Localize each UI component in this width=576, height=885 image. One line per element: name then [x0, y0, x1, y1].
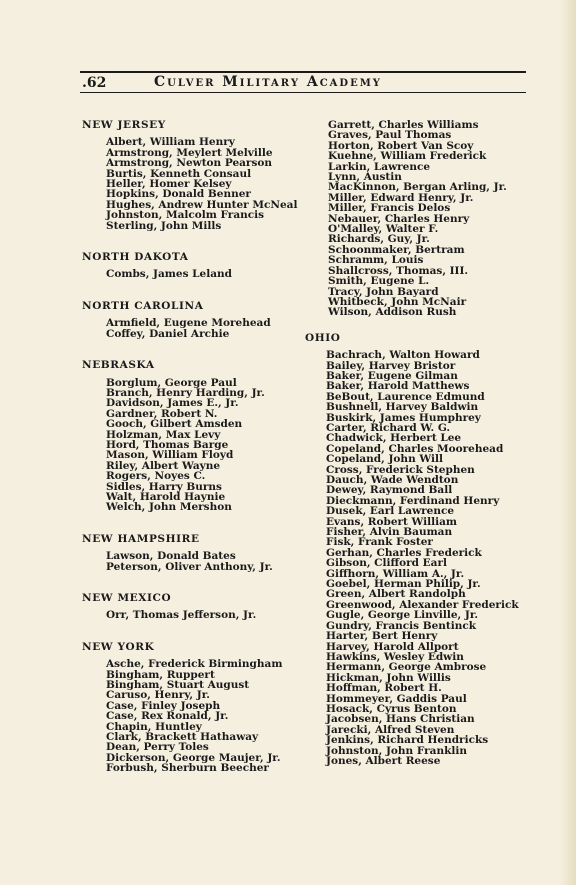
student-name: Schramm, Louis	[328, 254, 424, 267]
name-list	[82, 610, 302, 620]
student-name: BeBout, Laurence Edmund	[326, 390, 485, 403]
student-name: Dean, Perry Toles	[106, 741, 209, 754]
student-name: Johnston, Malcolm Francis	[106, 209, 265, 222]
student-name: Evans, Robert William	[326, 515, 458, 528]
student-name: Larkin, Lawrence	[328, 160, 431, 173]
student-name: Schoonmaker, Bertram	[328, 243, 465, 256]
student-name: Armstrong, Newton Pearson	[106, 157, 273, 170]
student-name: Dickerson, George Maujer, Jr.	[106, 751, 281, 764]
student-name: Asche, Frederick Birmingham	[106, 658, 283, 671]
student-name: Orr, Thomas Jefferson, Jr.	[106, 609, 257, 622]
student-name: Cross, Frederick Stephen	[326, 463, 475, 476]
state-section	[82, 301, 302, 339]
student-name: Hopkins, Donald Benner	[106, 188, 251, 201]
student-name: Copeland, John Will	[326, 453, 443, 466]
student-name: Greenwood, Alexander Frederick	[326, 598, 519, 611]
student-name: Peterson, Oliver Anthony, Jr.	[106, 560, 273, 573]
student-name: Baker, Harold Matthews	[326, 380, 470, 393]
state-section	[82, 534, 302, 572]
student-name: Burtis, Kenneth Consaul	[106, 167, 252, 180]
student-name: O'Malley, Walter F.	[328, 223, 439, 236]
student-name: Welch, John Mershon	[106, 501, 232, 514]
student-name: Hermann, George Ambrose	[326, 661, 487, 674]
student-name: Shallcross, Thomas, III.	[328, 264, 469, 277]
student-name: Gugle, George Linville, Jr.	[326, 609, 479, 622]
state-section	[82, 642, 302, 774]
student-name: Dauch, Wade Wendton	[326, 474, 459, 486]
student-name: Bingham, Stuart August	[106, 679, 250, 692]
student-name: Hoffman, Robert H.	[326, 682, 442, 695]
state-section	[82, 360, 302, 513]
student-name: Garrett, Charles Williams	[328, 119, 479, 131]
page-number: .62	[82, 75, 107, 91]
student-name: Bachrach, Walton Howard	[326, 349, 480, 362]
student-name: Nebauer, Charles Henry	[328, 212, 470, 225]
state-heading: NORTH CAROLINA	[82, 299, 204, 312]
student-name: Dieckmann, Ferdinand Henry	[326, 494, 500, 507]
state-section	[82, 252, 302, 280]
student-name: Bingham, Ruppert	[106, 668, 215, 681]
continued-name-list	[305, 120, 545, 318]
student-name: Caruso, Henry, Jr.	[106, 689, 210, 702]
student-name: Fisher, Alvin Bauman	[326, 526, 453, 539]
student-name: Hawkins, Wesley Edwin	[326, 650, 464, 663]
student-name: Fisk, Frank Foster	[326, 536, 433, 549]
student-name: Case, Rex Ronald, Jr.	[106, 710, 229, 723]
student-name: Combs, James Leland	[106, 268, 232, 281]
student-name: Sterling, John Mills	[106, 219, 222, 232]
student-name: Horton, Robert Van Scoy	[328, 139, 474, 152]
name-list	[82, 137, 302, 231]
student-name: Miller, Francis Delos	[328, 202, 451, 215]
student-name: Bailey, Harvey Bristor	[326, 359, 456, 372]
student-name: Walt, Harold Haynie	[106, 490, 226, 503]
student-name: Forbush, Sherburn Beecher	[106, 762, 269, 775]
name-list	[82, 659, 302, 773]
student-name: Jones, Albert Reese	[326, 754, 441, 767]
student-name: Baker, Eugene Gilman	[326, 369, 458, 382]
student-name: Hickman, John Willis	[326, 671, 451, 684]
name-list	[82, 318, 302, 339]
student-name: Branch, Henry Harding, Jr.	[106, 386, 265, 399]
student-name: Johnston, John Franklin	[326, 744, 467, 757]
running-title: Culver Military Academy	[154, 74, 382, 90]
student-name: Wilson, Addison Rush	[328, 306, 457, 319]
state-heading: NEW HAMPSHIRE	[82, 532, 200, 545]
student-name: Bushnell, Harvey Baldwin	[326, 401, 479, 414]
header-rule-top	[80, 71, 526, 73]
student-name: Whitbeck, John McNair	[328, 295, 467, 308]
student-name: Hommeyer, Gaddis Paul	[326, 692, 467, 705]
state-heading: NEW JERSEY	[82, 119, 166, 131]
student-name: Armstrong, Meylert Melville	[106, 146, 273, 159]
name-list	[82, 269, 302, 279]
student-name: Smith, Eugene L.	[328, 275, 430, 288]
student-name: Lawson, Donald Bates	[106, 550, 236, 563]
student-name: Davidson, James E., Jr.	[106, 397, 239, 410]
student-name: Harvey, Harold Allport	[326, 640, 459, 653]
student-name: Chadwick, Herbert Lee	[326, 432, 462, 445]
student-name: Giffhorn, William A., Jr.	[326, 567, 465, 580]
page-header	[80, 71, 526, 93]
student-name: Graves, Paul Thomas	[328, 129, 452, 142]
student-name: Heller, Homer Kelsey	[106, 178, 232, 191]
student-name: Jarecki, Alfred Steven	[326, 723, 455, 736]
student-name: Gooch, Gilbert Amsden	[106, 418, 243, 431]
student-name: Riley, Albert Wayne	[106, 459, 221, 472]
state-heading-ohio: OHIO	[305, 331, 341, 344]
name-list	[82, 551, 302, 572]
student-name: Borglum, George Paul	[106, 376, 237, 389]
student-name: Gardner, Robert N.	[106, 407, 218, 420]
student-name: Harter, Bert Henry	[326, 630, 438, 643]
student-name: Copeland, Charles Moorehead	[326, 442, 504, 455]
student-name: Lynn, Austin	[328, 171, 402, 184]
state-section	[82, 593, 302, 621]
header-rule-bottom	[80, 92, 526, 93]
student-name: Sidles, Harry Burns	[106, 480, 222, 493]
student-name: Kuehne, William Frederick	[328, 150, 487, 163]
student-name: Gundry, Francis Bentinck	[326, 619, 477, 632]
student-name: Carter, Richard W. G.	[326, 421, 451, 434]
student-name: Richards, Guy, Jr.	[328, 233, 430, 246]
right-column	[305, 120, 545, 766]
student-name: Hosack, Cyrus Benton	[326, 702, 457, 715]
student-name: Tracy, John Bayard	[328, 285, 439, 298]
student-name: Gibson, Clifford Earl	[326, 557, 447, 570]
student-name: Hughes, Andrew Hunter McNeal	[106, 198, 298, 211]
student-name: Albert, William Henry	[106, 136, 235, 149]
state-heading: NEW YORK	[82, 640, 155, 653]
student-name: Dusek, Earl Lawrence	[326, 505, 455, 518]
student-name: Case, Finley Joseph	[106, 699, 221, 712]
state-section	[82, 120, 302, 231]
state-heading: NEBRASKA	[82, 359, 155, 372]
student-name: Rogers, Noyes C.	[106, 470, 206, 483]
student-name: Chapin, Huntley	[106, 720, 202, 733]
student-name: Clark, Brackett Hathaway	[106, 731, 259, 744]
name-list	[82, 378, 302, 513]
ohio-name-list	[305, 350, 545, 766]
student-name: Mason, William Floyd	[106, 449, 234, 462]
student-name: Dewey, Raymond Ball	[326, 484, 453, 497]
state-heading: NEW MEXICO	[82, 592, 172, 604]
student-name: Jacobsen, Hans Christian	[326, 713, 475, 726]
state-heading: NORTH DAKOTA	[82, 251, 189, 264]
student-name: Buskirk, James Humphrey	[326, 411, 481, 424]
student-name: Green, Albert Randolph	[326, 588, 466, 601]
student-name: Goebel, Herman Philip, Jr.	[326, 578, 481, 591]
student-name: Miller, Edward Henry, Jr.	[328, 191, 474, 204]
student-name: Holzman, Max Levy	[106, 428, 221, 441]
student-name: Armfield, Eugene Morehead	[106, 317, 271, 330]
student-name: Gerhan, Charles Frederick	[326, 546, 482, 559]
student-name: MacKinnon, Bergan Arling, Jr.	[328, 181, 507, 194]
left-column	[82, 120, 302, 795]
student-name: Hord, Thomas Barge	[106, 438, 229, 451]
student-name: Coffey, Daniel Archie	[106, 327, 230, 340]
student-name: Jenkins, Richard Hendricks	[326, 734, 489, 747]
